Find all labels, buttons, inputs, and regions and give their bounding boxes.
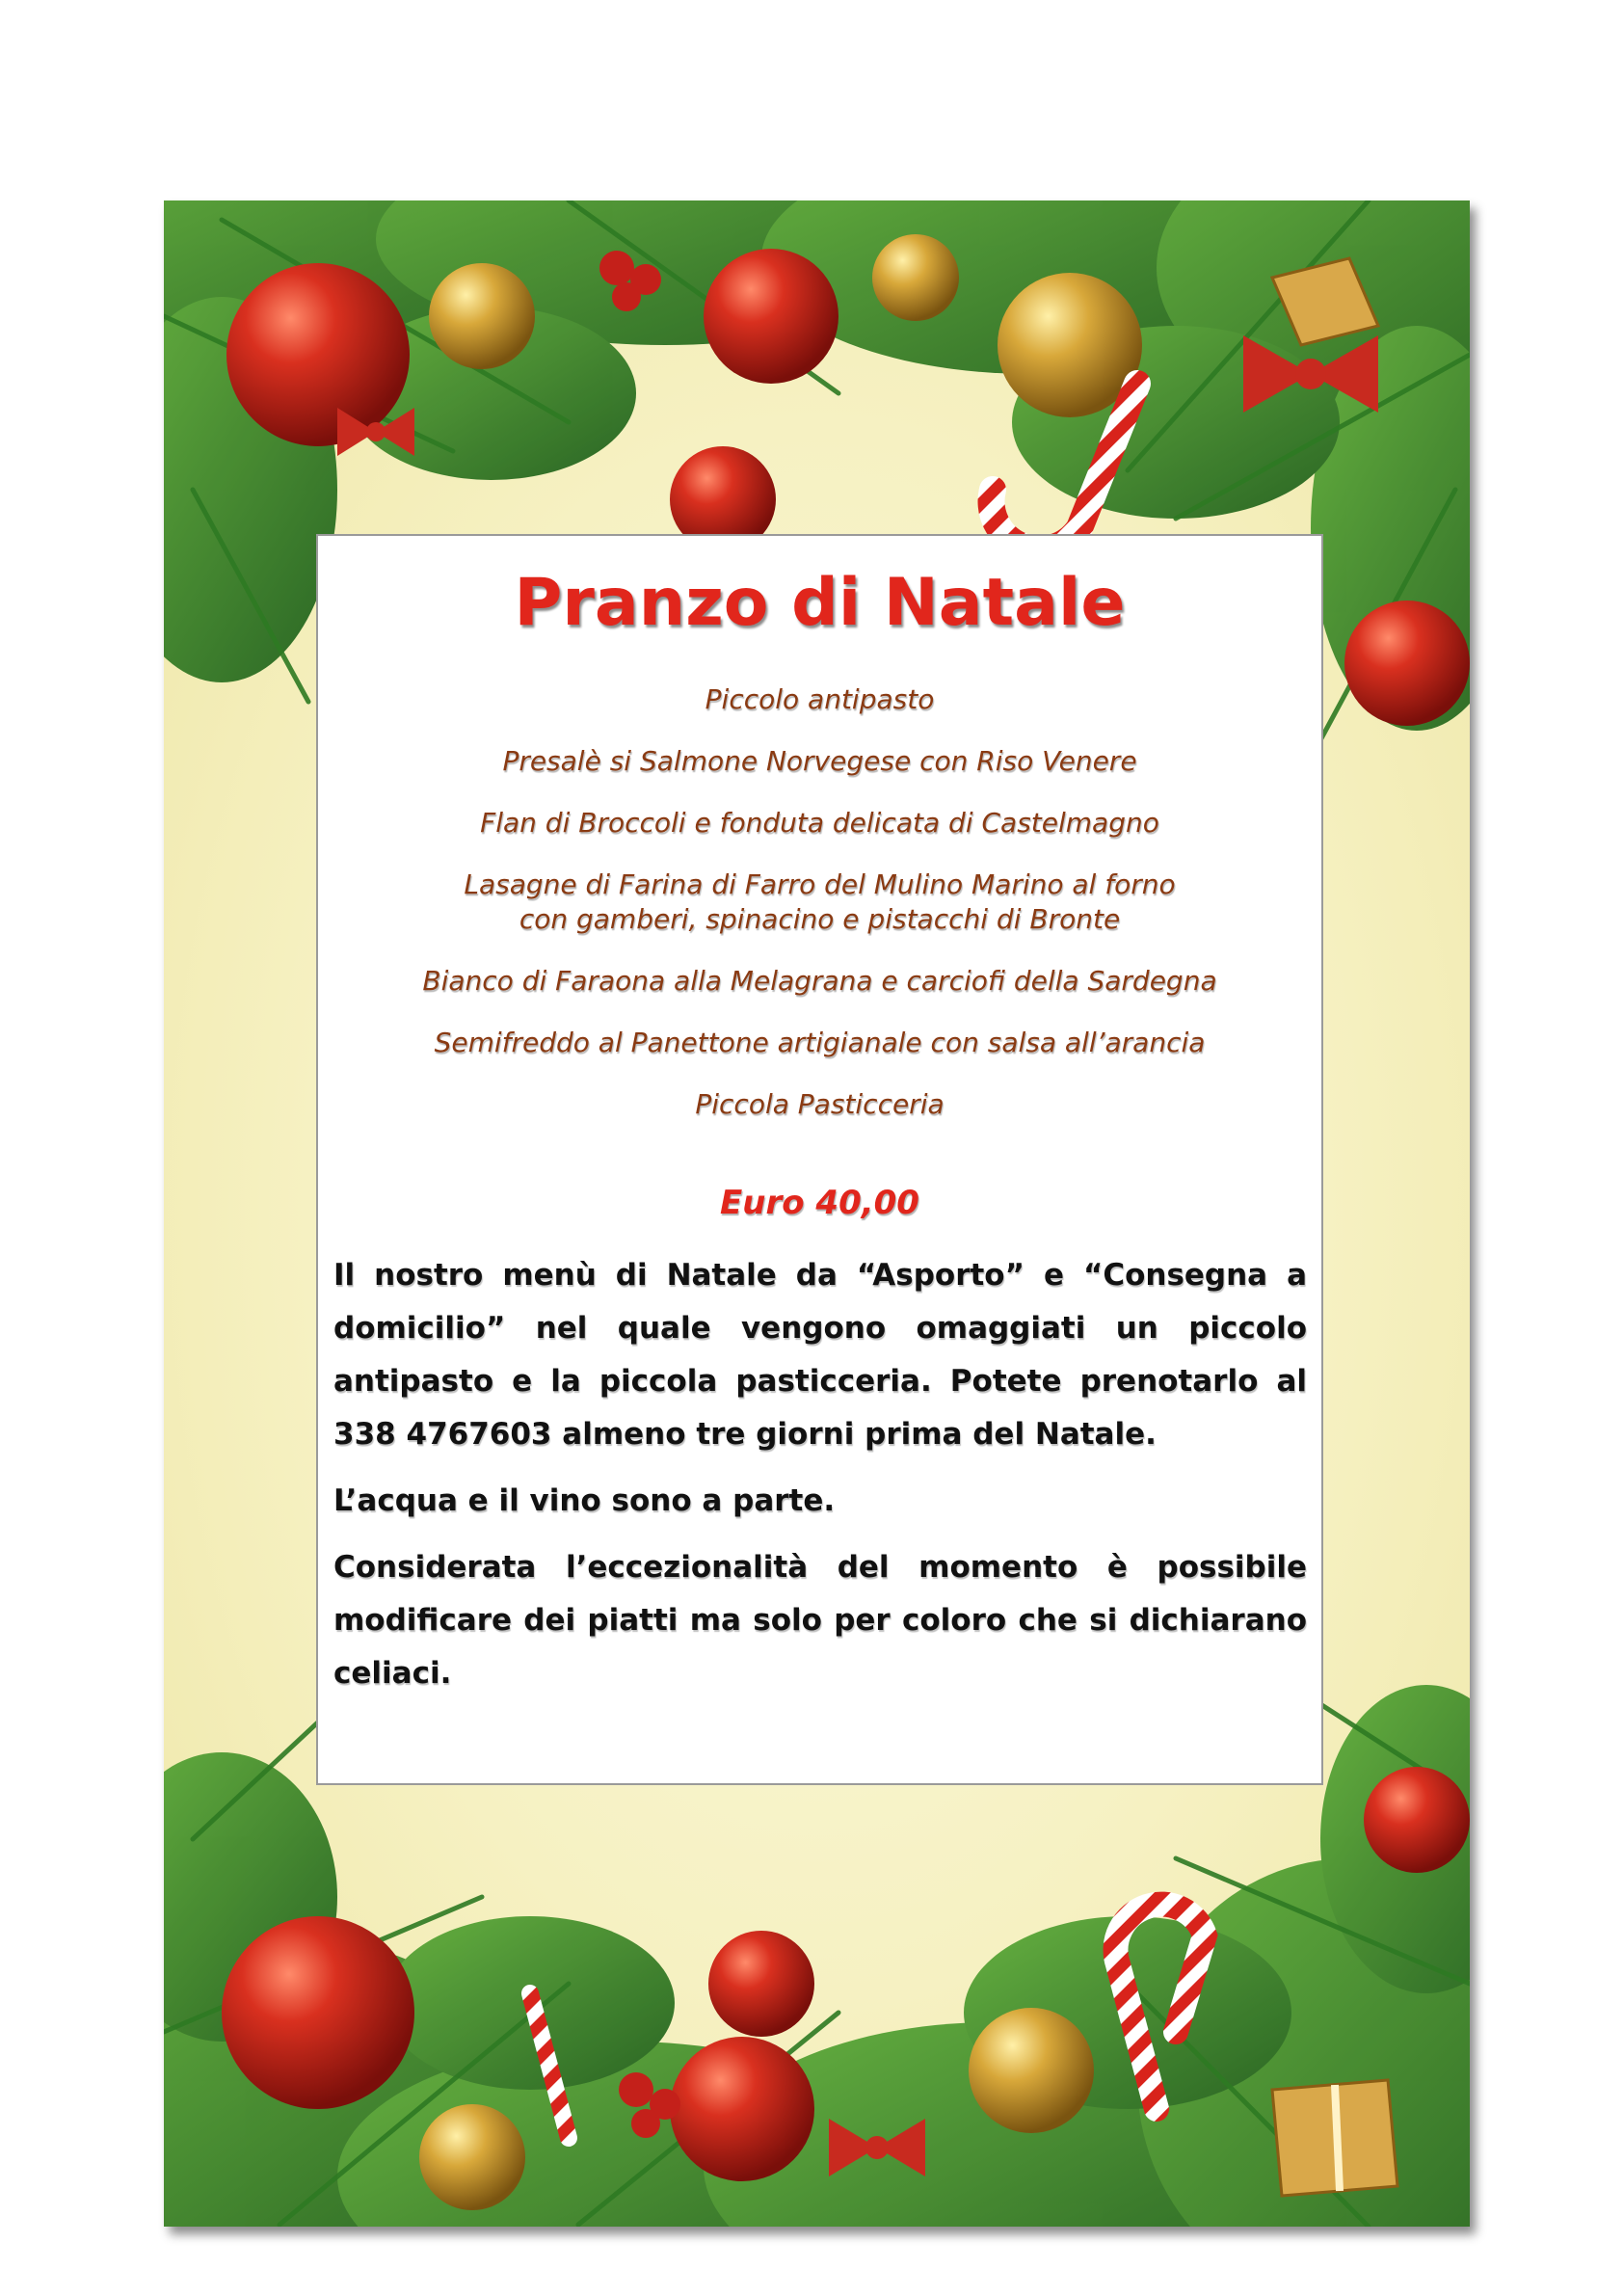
dish-item: Flan di Broccoli e fonduta delicata di Castelmagno <box>480 807 1159 839</box>
red-ornament <box>1364 1767 1470 1873</box>
holly-berry <box>599 251 634 285</box>
gold-ornament <box>872 234 959 321</box>
dish-item: Piccolo antipasto <box>705 683 935 715</box>
menu-notes <box>333 1249 1307 1714</box>
gold-ornament <box>419 2104 525 2210</box>
red-ornament <box>222 1916 414 2109</box>
red-ornament <box>670 2037 814 2181</box>
dish-item: Bianco di Faraona alla Melagrana e carciofi della Sardegna <box>422 965 1217 997</box>
booking-paragraph: Il nostro menù di Natale da “Asporto” e “Consegna a domicilio” nel quale vengono omaggiati un piccolo antipasto e la piccola pasticceria. Potete prenotarlo al 338 4767603 almeno tre giorni prima del Natale. <box>333 1258 1307 1452</box>
red-ornament <box>1344 601 1470 726</box>
holly-berry <box>631 2109 660 2138</box>
gold-ornament <box>969 2008 1094 2133</box>
menu-panel <box>316 534 1323 1785</box>
dish-item: Semifreddo al Panettone artigianale con salsa all’arancia <box>434 1027 1206 1058</box>
menu-title: Pranzo di Natale <box>514 565 1126 641</box>
celiac-note: Considerata l’eccezionalità del momento è possibile modificare dei piatti ma solo per coloro che si dichiarano celiaci. <box>333 1550 1307 1691</box>
holly-berry <box>612 282 641 311</box>
red-ornament <box>708 1931 814 2037</box>
dish-item: Piccola Pasticceria <box>695 1088 945 1120</box>
dish-item: con gamberi, spinacino e pistacchi di Bronte <box>519 903 1121 935</box>
gold-ornament <box>429 263 535 369</box>
drinks-note: L’acqua e il vino sono a parte. <box>333 1483 836 1518</box>
holly-berry <box>619 2072 653 2107</box>
dish-item: Lasagne di Farina di Farro del Mulino Marino al forno <box>464 868 1176 900</box>
menu-price: Euro 40,00 <box>720 1184 919 1222</box>
dish-item: Presalè si Salmone Norvegese con Riso Venere <box>502 745 1137 777</box>
red-ornament <box>226 263 410 446</box>
dish-list <box>318 682 1321 1149</box>
red-ornament <box>704 249 838 384</box>
